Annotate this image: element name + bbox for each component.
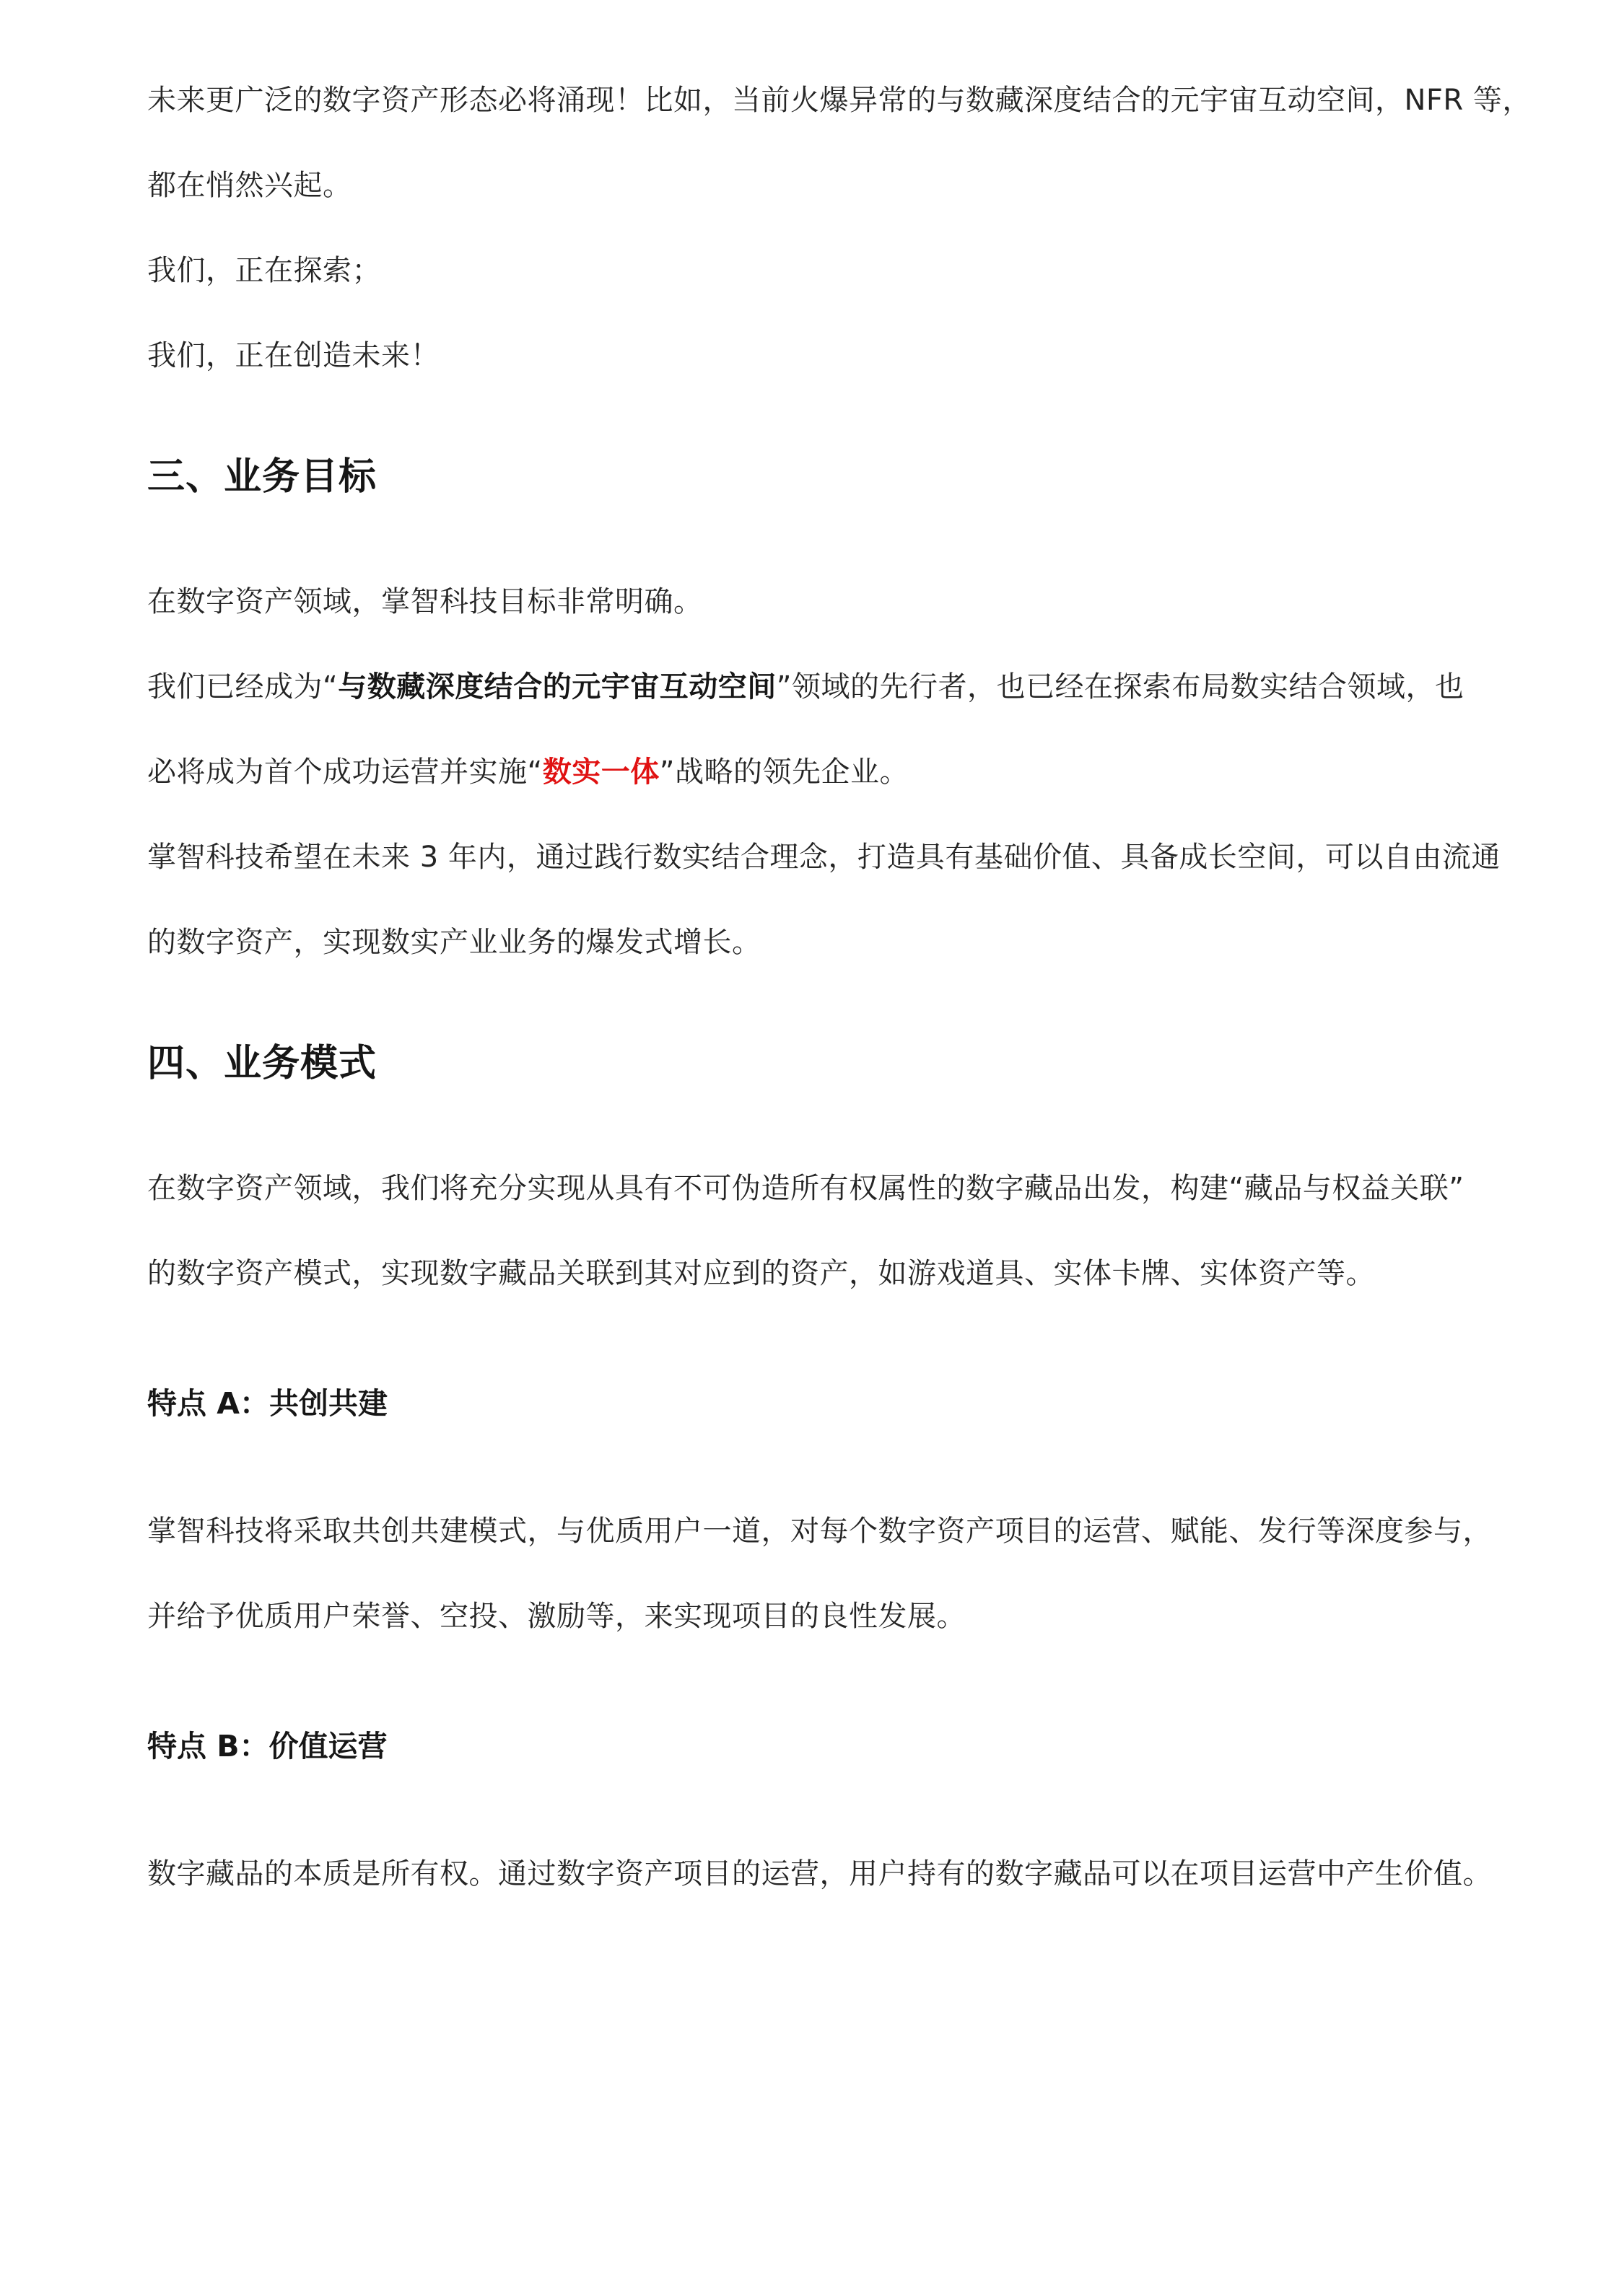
paragraph-line xyxy=(147,1489,1490,1574)
paragraph-line xyxy=(147,559,1490,644)
text-run: 特点 B：价值运营 xyxy=(147,1729,388,1763)
paragraph-line xyxy=(147,900,1490,985)
paragraph-line xyxy=(147,1831,1490,1916)
text-run: 四、业务模式 xyxy=(147,1042,377,1085)
paragraph-line xyxy=(147,58,1532,143)
red-bold-text-run: 数实一体 xyxy=(542,755,660,789)
paragraph-line xyxy=(147,313,1490,398)
paragraph-line xyxy=(147,143,1490,228)
paragraph-line xyxy=(147,815,1501,900)
text-run: 都在悄然兴起。 xyxy=(147,169,352,202)
text-run: 三、业务目标 xyxy=(147,455,377,499)
text-run: 特点 A：共创共建 xyxy=(147,1386,388,1421)
sub-heading xyxy=(147,1361,1490,1446)
paragraph-line xyxy=(147,729,1490,815)
text-run: 掌智科技将采取共创共建模式，与优质用户一道，对每个数字资产项目的运营、赋能、发行等深度参与， xyxy=(147,1515,1492,1548)
text-run: 的数字资产，实现数实产业业务的爆发式增长。 xyxy=(147,926,761,959)
section-heading xyxy=(147,434,1490,520)
text-run: ”领域的先行者，也已经在探索布局数实结合领域，也 xyxy=(776,670,1464,704)
section-heading xyxy=(147,1021,1490,1106)
bold-text-run: 与数藏深度结合的元宇宙互动空间 xyxy=(338,670,777,704)
sub-heading xyxy=(147,1704,1490,1789)
paragraph-line xyxy=(147,228,1490,313)
text-run: 在数字资产领域，掌智科技目标非常明确。 xyxy=(147,585,703,618)
text-run: 并给予优质用户荣誉、空投、激励等，来实现项目的良性发展。 xyxy=(147,1600,966,1633)
paragraph-line xyxy=(147,1231,1490,1316)
text-run: ”战略的领先企业。 xyxy=(659,755,909,789)
text-run: 必将成为首个成功运营并实施“ xyxy=(147,755,543,789)
text-run: 掌智科技希望在未来 3 年内，通过践行数实结合理念，打造具有基础价值、具备成长空间，可以自由流通 xyxy=(147,841,1501,874)
text-run: 我们已经成为“ xyxy=(147,670,339,704)
paragraph-line xyxy=(147,1574,1490,1659)
paragraph-line xyxy=(147,1146,1490,1231)
text-run: 我们，正在创造未来！ xyxy=(147,339,440,372)
text-run: 未来更广泛的数字资产形态必将涌现！比如，当前火爆异常的与数藏深度结合的元宇宙互动空间，NFR 等， xyxy=(147,84,1532,117)
text-run: 我们，正在探索； xyxy=(147,254,381,287)
text-run: 的数字资产模式，实现数字藏品关联到其对应到的资产，如游戏道具、实体卡牌、实体资产等。 xyxy=(147,1257,1375,1290)
text-run: 在数字资产领域，我们将充分实现从具有不可伪造所有权属性的数字藏品出发，构建“藏品与权益关联” xyxy=(147,1172,1464,1205)
paragraph-line xyxy=(147,644,1490,729)
text-run: 数字藏品的本质是所有权。通过数字资产项目的运营，用户持有的数字藏品可以在项目运营中产生价值。 xyxy=(147,1857,1492,1890)
